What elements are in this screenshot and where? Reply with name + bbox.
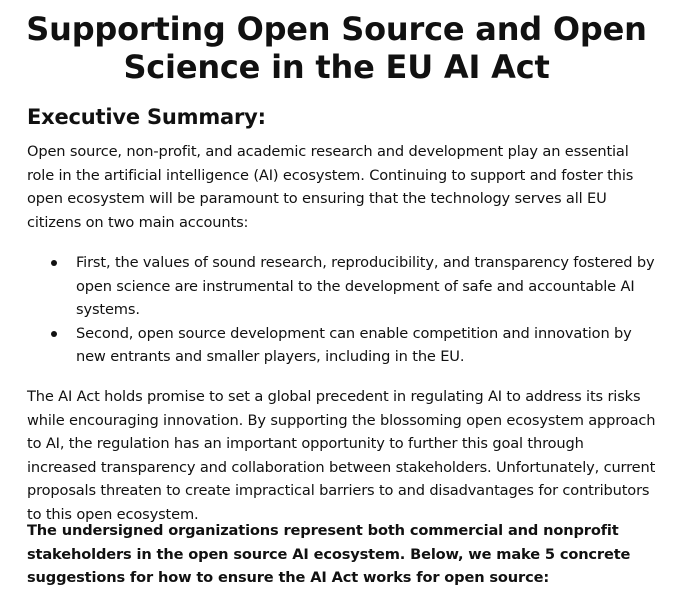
bullet-text: Second, open source development can enable competition and innovation by new entrants and smaller players, including in the EU. [76,324,632,365]
document-title: Supporting Open Source and Open Science in the EU AI Act [26,10,647,86]
bullet-icon [51,331,57,337]
bullet-text: First, the values of sound research, reproducibility, and transparency fostered by open science are instrumental to the development of safe and accountable AI systems. [76,254,655,318]
undersigned-paragraph: The undersigned organizations represent both commercial and nonprofit stakeholders in the open source AI ecosystem. Below, we make 5 concrete suggestions for how to ensure the AI Act works for open source: [27,522,631,586]
ai-act-paragraph: The AI Act holds promise to set a global precedent in regulating AI to address its risks while encouraging innovation. By supporting the blossoming open ecosystem approach to AI, the regulation has an important opportunity to further this goal through increased transparency and collaboration between stakeholders. Unfortunately, current proposals threaten to create impractical barriers to and disadvantages for contributors to this open ecosystem. [27,388,656,523]
bullet-item-first [27,251,657,322]
intro-paragraph: Open source, non-profit, and academic research and development play an essential role in the artificial intelligence (AI) ecosystem. Continuing to support and foster this open ecosystem will be paramount to ensuring that the technology serves all EU citizens on two main accounts: [27,143,634,231]
bullet-icon [51,260,57,266]
bullet-list [27,251,657,369]
bullet-item-second [27,322,657,369]
executive-summary-heading: Executive Summary: [27,105,266,129]
